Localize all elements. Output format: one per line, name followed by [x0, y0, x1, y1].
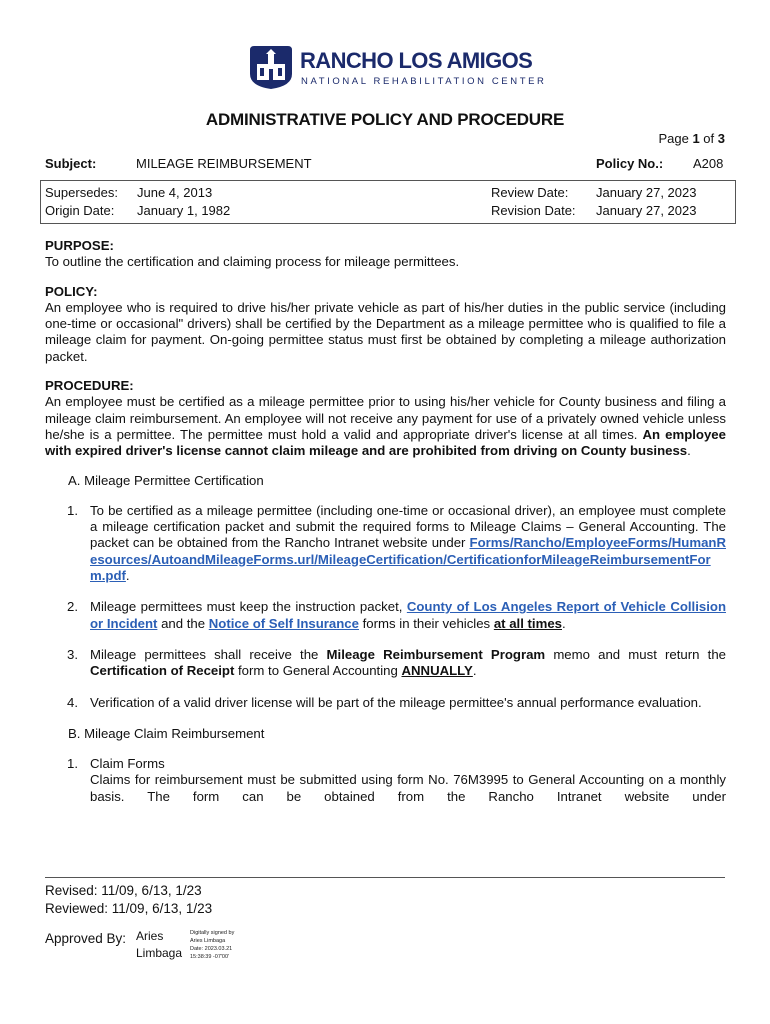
signer-last-name: Limbaga — [136, 946, 183, 960]
item-end: . — [562, 615, 566, 631]
rancho-logo — [248, 44, 547, 96]
origin-date-value: January 1, 1982 — [137, 203, 231, 218]
revised-dates: Revised: 11/09, 6/13, 1/23 — [45, 883, 202, 898]
page-total: 3 — [717, 131, 725, 146]
logo-name: RANCHO LOS AMIGOS — [300, 48, 533, 73]
dates-box — [40, 180, 736, 224]
at-all-times-emphasis: at all times — [493, 615, 562, 631]
item-text-2: and the — [157, 615, 209, 631]
section-b-title: B. Mileage Claim Reimbursement — [68, 725, 265, 741]
page-of: of — [699, 131, 718, 146]
review-date-value: January 27, 2023 — [596, 185, 697, 200]
cert-line-1: Digitally signed by — [190, 930, 235, 936]
reviewed-dates: Reviewed: 11/09, 6/13, 1/23 — [45, 901, 213, 916]
self-insurance-notice-link[interactable]: Notice of Self Insurance — [208, 615, 359, 631]
signature-certificate — [190, 929, 234, 961]
policy-text: An employee who is required to drive his/her private vehicle as part of his/her duties in the public service (including one-time or occasional" drivers) shall be certified by the Department as a mileage permittee who is qualified to file a mileage claim for payment. On-going permittee status must first be obtained by completing a mileage authorization packet. — [45, 299, 726, 364]
procedure-heading: PROCEDURE: — [45, 378, 134, 394]
item-number: 1. — [67, 502, 78, 518]
page-prefix: Page — [658, 131, 693, 146]
vehicle-collision-report-link[interactable]: County of Los Angeles Report of Vehicle Collision or Incident — [90, 599, 726, 631]
cert-line-3: Date: 2023.03.21 — [190, 946, 233, 952]
page-current: 1 — [692, 131, 700, 146]
policy-number-label: Policy No.: — [596, 156, 664, 171]
section-a-item-4 — [45, 695, 726, 711]
document-title: ADMINISTRATIVE POLICY AND PROCEDURE — [205, 110, 565, 129]
policy-number-value: A208 — [693, 156, 724, 171]
cert-line-4: 15:38:39 -07'00' — [190, 954, 230, 960]
item-text: Verification of a valid driver license will be part of the mileage permittee's annual performance evaluation. — [90, 694, 702, 710]
supersedes-label: Supersedes: — [45, 185, 118, 200]
item-text: Mileage permittees shall receive the — [90, 646, 327, 662]
section-a-item-2 — [45, 599, 726, 632]
procedure-warning: An employee with expired driver's license cannot claim mileage and are prohibited from driving on County business — [45, 426, 726, 459]
section-a-title: A. Mileage Permittee Certification — [68, 472, 264, 488]
page-number — [658, 131, 725, 146]
revision-history — [45, 882, 212, 918]
cert-line-2: Aries Limbaga — [190, 938, 226, 944]
digital-signature — [136, 928, 182, 962]
item-text: Claims for reimbursement must be submitted using form No. 76M3995 to General Accounting on a monthly basis. The form can be obtained from the Rancho Intranet website under — [90, 772, 726, 804]
item-title: Claim Forms — [90, 756, 165, 772]
subject-value: MILEAGE REIMBURSEMENT — [136, 156, 312, 171]
procedure-text — [45, 394, 726, 459]
item-end: . — [472, 663, 477, 679]
procedure-text-end: . — [687, 443, 691, 459]
item-text-3: form to General Accounting — [234, 663, 402, 679]
item-number: 3. — [67, 646, 78, 662]
program-name: Mileage Reimbursement Program — [326, 646, 546, 662]
approved-by-label: Approved By: — [45, 931, 127, 946]
policy-heading: POLICY: — [45, 283, 98, 299]
footer-divider — [45, 877, 725, 878]
revision-date-value: January 27, 2023 — [596, 203, 697, 218]
subject-row — [45, 156, 725, 174]
supersedes-value: June 4, 2013 — [137, 185, 213, 200]
item-number: 1. — [67, 756, 78, 772]
certification-form-link[interactable]: Forms/Rancho/EmployeeForms/HumanResources/AutoandMileageForms.url/MileageCertification/CertificationforMileageReimbursementForm.pdf — [90, 535, 726, 584]
logo-subtitle: NATIONAL REHABILITATION CENTER — [301, 76, 547, 87]
item-end: . — [125, 568, 130, 584]
section-a-item-3 — [45, 647, 726, 680]
annually-emphasis: ANNUALLY — [401, 663, 473, 679]
signer-first-name: Aries — [136, 929, 164, 943]
origin-date-label: Origin Date: — [45, 203, 115, 218]
procedure-text-main: An employee must be certified as a mileage permittee prior to using his/her vehicle for County business and filing a mileage claim reimbursement. An employee will not receive any payment for use of a privately owned vehicle unless he/she is a permittee. The permittee must hold a valid and appropriate driver's license at all times. — [45, 394, 726, 442]
item-text: Mileage permittees must keep the instruction packet, — [90, 599, 407, 615]
item-text-2: memo and must return the — [545, 646, 726, 662]
purpose-text: To outline the certification and claiming process for mileage permittees. — [45, 254, 460, 270]
section-a-item-1 — [45, 503, 726, 584]
item-number: 2. — [67, 599, 78, 615]
item-text: To be certified as a mileage permittee (including one-time or occasional driver), an employee must complete a mileage certification packet and submit the required forms to Mileage Claims – General Accounting. The packet can be obtained from the Rancho Intranet website under — [90, 502, 726, 551]
item-number: 4. — [67, 694, 78, 710]
section-b-item-1 — [45, 756, 726, 805]
purpose-heading: PURPOSE: — [45, 238, 114, 253]
rancho-seal-icon — [248, 44, 294, 90]
item-text-3: forms in their vehicles — [358, 615, 494, 631]
subject-label: Subject: — [45, 156, 97, 171]
policy-body — [45, 238, 726, 820]
revision-date-label: Revision Date: — [491, 203, 576, 218]
certification-of-receipt: Certification of Receipt — [90, 663, 235, 679]
review-date-label: Review Date: — [491, 185, 569, 200]
